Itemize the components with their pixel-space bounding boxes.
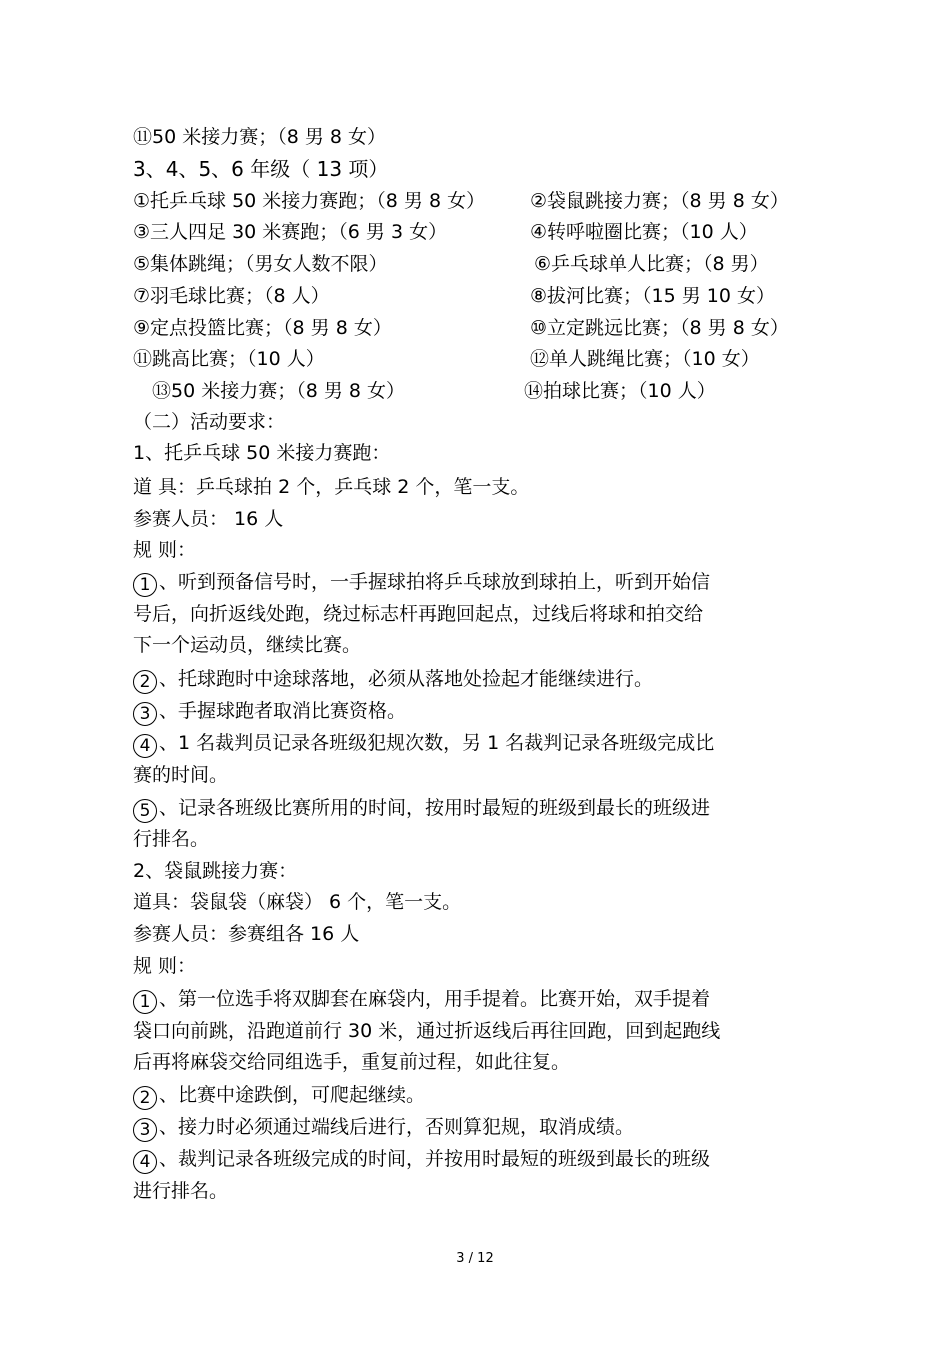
item-14: ⑭拍球比赛；（10 人） bbox=[524, 380, 716, 402]
rule-text: 、1 名裁判员记录各班级犯规次数，另 1 名裁判记录各班级完成比 bbox=[159, 732, 715, 754]
circled-number: 4 bbox=[133, 734, 157, 758]
rule-text: 、手握球跑者取消比赛资格。 bbox=[159, 700, 407, 722]
circled-number: 3 bbox=[133, 1118, 157, 1142]
event-1-participants: 参赛人员： 16 人 bbox=[133, 508, 284, 530]
item-1: ①托乒乓球 50 米接力赛跑；（8 男 8 女） bbox=[133, 190, 486, 212]
event-2-rule-1-cont2: 后再将麻袋交给同组选手，重复前过程，如此往复。 bbox=[133, 1051, 571, 1073]
item-9: ⑨定点投篮比赛；（8 男 8 女） bbox=[133, 317, 392, 339]
event-1-rule-1-cont: 号后，向折返线处跑，绕过标志杆再跑回起点，过线后将球和拍交给 bbox=[133, 603, 704, 625]
event-1-rule-3 bbox=[133, 698, 406, 726]
rule-text: 、托球跑时中途球落地，必须从落地处捡起才能继续进行。 bbox=[159, 668, 654, 690]
event-1-rule-4-cont: 赛的时间。 bbox=[133, 764, 229, 786]
item-8: ⑧拔河比赛；（15 男 10 女） bbox=[530, 285, 776, 307]
event-2-rule-3 bbox=[133, 1114, 634, 1142]
circled-number: 2 bbox=[133, 1086, 157, 1110]
event-2-rule-1 bbox=[133, 986, 710, 1014]
grade-heading: 3、4、5、6 年级（ 13 项） bbox=[133, 157, 389, 181]
item-4: ④转呼啦圈比赛；（10 人） bbox=[530, 221, 758, 243]
circled-number: 5 bbox=[133, 799, 157, 823]
event-2-rule-2 bbox=[133, 1082, 425, 1110]
item-2: ②袋鼠跳接力赛；（8 男 8 女） bbox=[530, 190, 789, 212]
circled-number: 1 bbox=[133, 573, 157, 597]
event-2-rule-4-cont: 进行排名。 bbox=[133, 1180, 229, 1202]
item-11-line: ⑪50 米接力赛；（8 男 8 女） bbox=[133, 126, 387, 148]
item-3: ③三人四足 30 米赛跑；（6 男 3 女） bbox=[133, 221, 448, 243]
event-2-participants: 参赛人员：参赛组各 16 人 bbox=[133, 923, 360, 945]
event-1-rule-4 bbox=[133, 730, 714, 758]
item-13: ⑬50 米接力赛；（8 男 8 女） bbox=[152, 380, 406, 402]
item-12: ⑫单人跳绳比赛；（10 女） bbox=[530, 348, 760, 370]
event-1-rule-1 bbox=[133, 569, 710, 597]
circled-number: 1 bbox=[133, 990, 157, 1014]
page-number: 3 / 12 bbox=[456, 1251, 494, 1266]
rule-text: 、记录各班级比赛所用的时间，按用时最短的班级到最长的班级进 bbox=[159, 797, 711, 819]
event-2-title: 2、袋鼠跳接力赛： bbox=[133, 860, 298, 882]
event-1-rule-1-cont2: 下一个运动员，继续比赛。 bbox=[133, 634, 362, 656]
rule-text: 、裁判记录各班级完成的时间，并按用时最短的班级到最长的班级 bbox=[159, 1148, 711, 1170]
item-11: ⑪跳高比赛；（10 人） bbox=[133, 348, 325, 370]
item-5: ⑤集体跳绳；（男女人数不限） bbox=[133, 253, 388, 275]
rule-text: 、接力时必须通过端线后进行，否则算犯规，取消成绩。 bbox=[159, 1116, 635, 1138]
event-2-rule-4 bbox=[133, 1146, 710, 1174]
item-10: ⑩立定跳远比赛；（8 男 8 女） bbox=[530, 317, 789, 339]
circled-number: 2 bbox=[133, 670, 157, 694]
item-7: ⑦羽毛球比赛；（8 人） bbox=[133, 285, 330, 307]
event-2-rules-label: 规 则： bbox=[133, 955, 197, 977]
rule-text: 、听到预备信号时，一手握球拍将乒乓球放到球拍上，听到开始信 bbox=[159, 571, 711, 593]
section-heading: （二）活动要求： bbox=[133, 411, 286, 433]
event-2-rule-1-cont: 袋口向前跳，沿跑道前行 30 米，通过折返线后再往回跑，回到起跑线 bbox=[133, 1020, 721, 1042]
event-1-equipment: 道 具：乒乓球拍 2 个，乒乓球 2 个，笔一支。 bbox=[133, 476, 530, 498]
event-1-rules-label: 规 则： bbox=[133, 539, 197, 561]
event-1-title: 1、托乒乓球 50 米接力赛跑： bbox=[133, 442, 391, 464]
event-1-rule-2 bbox=[133, 666, 653, 694]
event-2-equipment: 道具：袋鼠袋（麻袋） 6 个，笔一支。 bbox=[133, 891, 462, 913]
circled-number: 3 bbox=[133, 702, 157, 726]
rule-text: 、比赛中途跌倒，可爬起继续。 bbox=[159, 1084, 426, 1106]
event-1-rule-5 bbox=[133, 795, 710, 823]
event-1-rule-5-cont: 行排名。 bbox=[133, 828, 210, 850]
circled-number: 4 bbox=[133, 1150, 157, 1174]
item-6: ⑥乒乓球单人比赛；（8 男） bbox=[534, 253, 769, 275]
rule-text: 、第一位选手将双脚套在麻袋内，用手提着。比赛开始，双手提着 bbox=[159, 988, 711, 1010]
